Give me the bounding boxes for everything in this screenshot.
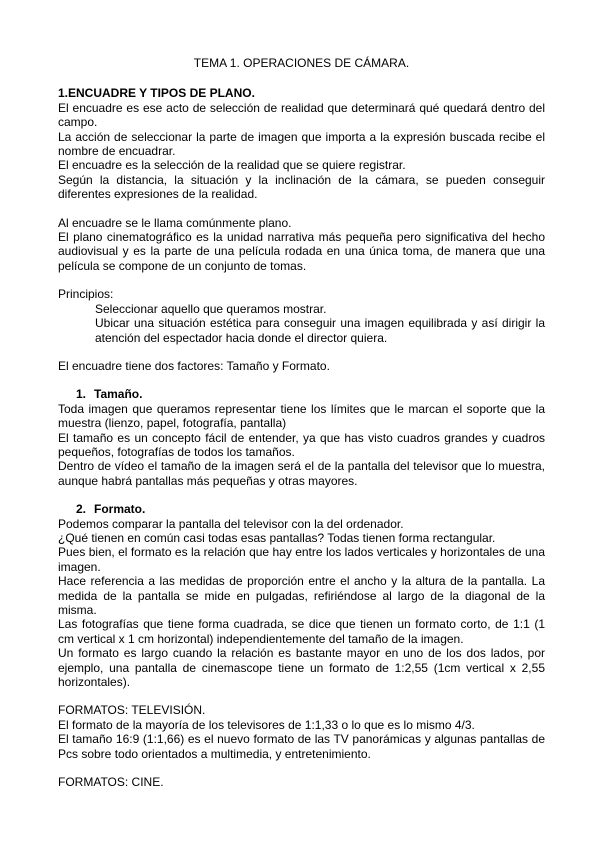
paragraph: Hace referencia a las medidas de proporción entre el ancho y la altura de la pantalla. La medida de la pantalla se mide en pulgadas, refiriéndose al largo de la diagonal de la misma. xyxy=(58,574,545,617)
principio-item: Seleccionar aquello que queramos mostrar. xyxy=(95,301,327,316)
paragraph: El formato de la mayoría de los televisores de 1:1,33 o lo que es lo mismo 4/3. xyxy=(58,717,475,732)
formatos-cine-heading: FORMATOS: CINE. xyxy=(58,775,164,790)
subsection-title: Formato. xyxy=(94,502,146,517)
subsection-number: 1. xyxy=(76,387,87,402)
paragraph: El tamaño es un concepto fácil de entender, ya que has visto cuadros grandes y cuadros pequeños, fotografías de todos los tamaños. xyxy=(58,430,545,459)
paragraph: Según la distancia, la situación y la inclinación de la cámara, se pueden conseguir diferentes expresiones de la realidad. xyxy=(58,172,545,202)
subsection-number: 2. xyxy=(76,502,87,517)
paragraph: El tamaño 16:9 (1:1,66) es el nuevo formato de las TV panorámicas y algunas pantallas de Pcs sobre todo orientados a multimedia, y entretenimiento. xyxy=(58,732,545,761)
paragraph: Toda imagen que queramos representar tiene los límites que le marcan el soporte que la muestra (lienzo, papel, fotografía, pantalla) xyxy=(58,401,545,431)
paragraph: Podemos comparar la pantalla del televisor con la del ordenador. xyxy=(58,516,404,531)
document-title: TEMA 1. OPERACIONES DE CÁMARA. xyxy=(193,56,410,70)
subsection-heading-tamano xyxy=(58,387,545,401)
paragraph: ¿Qué tienen en común casi todas esas pantallas? Todas tienen forma rectangular. xyxy=(58,530,496,545)
paragraph: Al encuadre se le llama comúnmente plano. xyxy=(58,215,292,230)
paragraph: El encuadre tiene dos factores: Tamaño y Formato. xyxy=(58,358,330,373)
paragraph: Pues bien, el formato es la relación que hay entre los lados verticales y horizontales de una imagen. xyxy=(58,545,545,574)
paragraph: Dentro de vídeo el tamaño de la imagen será el de la pantalla del televisor que lo muestra, aunque habrá pantallas más pequeñas y otras mayores. xyxy=(58,459,545,488)
paragraph: La acción de seleccionar la parte de imagen que importa a la expresión buscada recibe el nombre de encuadrar. xyxy=(58,129,545,159)
principio-item: Ubicar una situación estética para conseguir una imagen equilibrada y así dirigir la atención del espectador hacia donde el director quiera. xyxy=(95,316,545,345)
paragraph: Un formato es largo cuando la relación es bastante mayor en uno de los dos lados, por ejemplo, una pantalla de cinemascope tiene un formato de 1:2,55 (1cm vertical x 2,55 horizontales). xyxy=(58,646,545,690)
principios-label: Principios: xyxy=(58,287,114,302)
paragraph: El encuadre es la selección de la realidad que se quiere registrar. xyxy=(58,158,406,173)
paragraph: Las fotografías que tiene forma cuadrada, se dice que tienen un formato corto, de 1:1 (1 cm vertical x 1 cm horizontal) independientemente del tamaño de la imagen. xyxy=(58,617,545,646)
document-page xyxy=(58,56,545,789)
paragraph: El plano cinematográfico es la unidad narrativa más pequeña pero significativa del hecho audiovisual y es la parte de una película rodada en una única toma, de manera que una película se compone de un conjunto de tomas. xyxy=(58,230,545,273)
formatos-tv-heading: FORMATOS: TELEVISIÓN. xyxy=(58,703,206,718)
paragraph: El encuadre es ese acto de selección de realidad que determinará qué quedará dentro del campo. xyxy=(58,100,545,130)
subsection-title: Tamaño. xyxy=(94,387,143,402)
subsection-heading-formato xyxy=(58,502,545,516)
section-heading-encuadre: 1.ENCUADRE Y TIPOS DE PLANO. xyxy=(58,86,255,101)
